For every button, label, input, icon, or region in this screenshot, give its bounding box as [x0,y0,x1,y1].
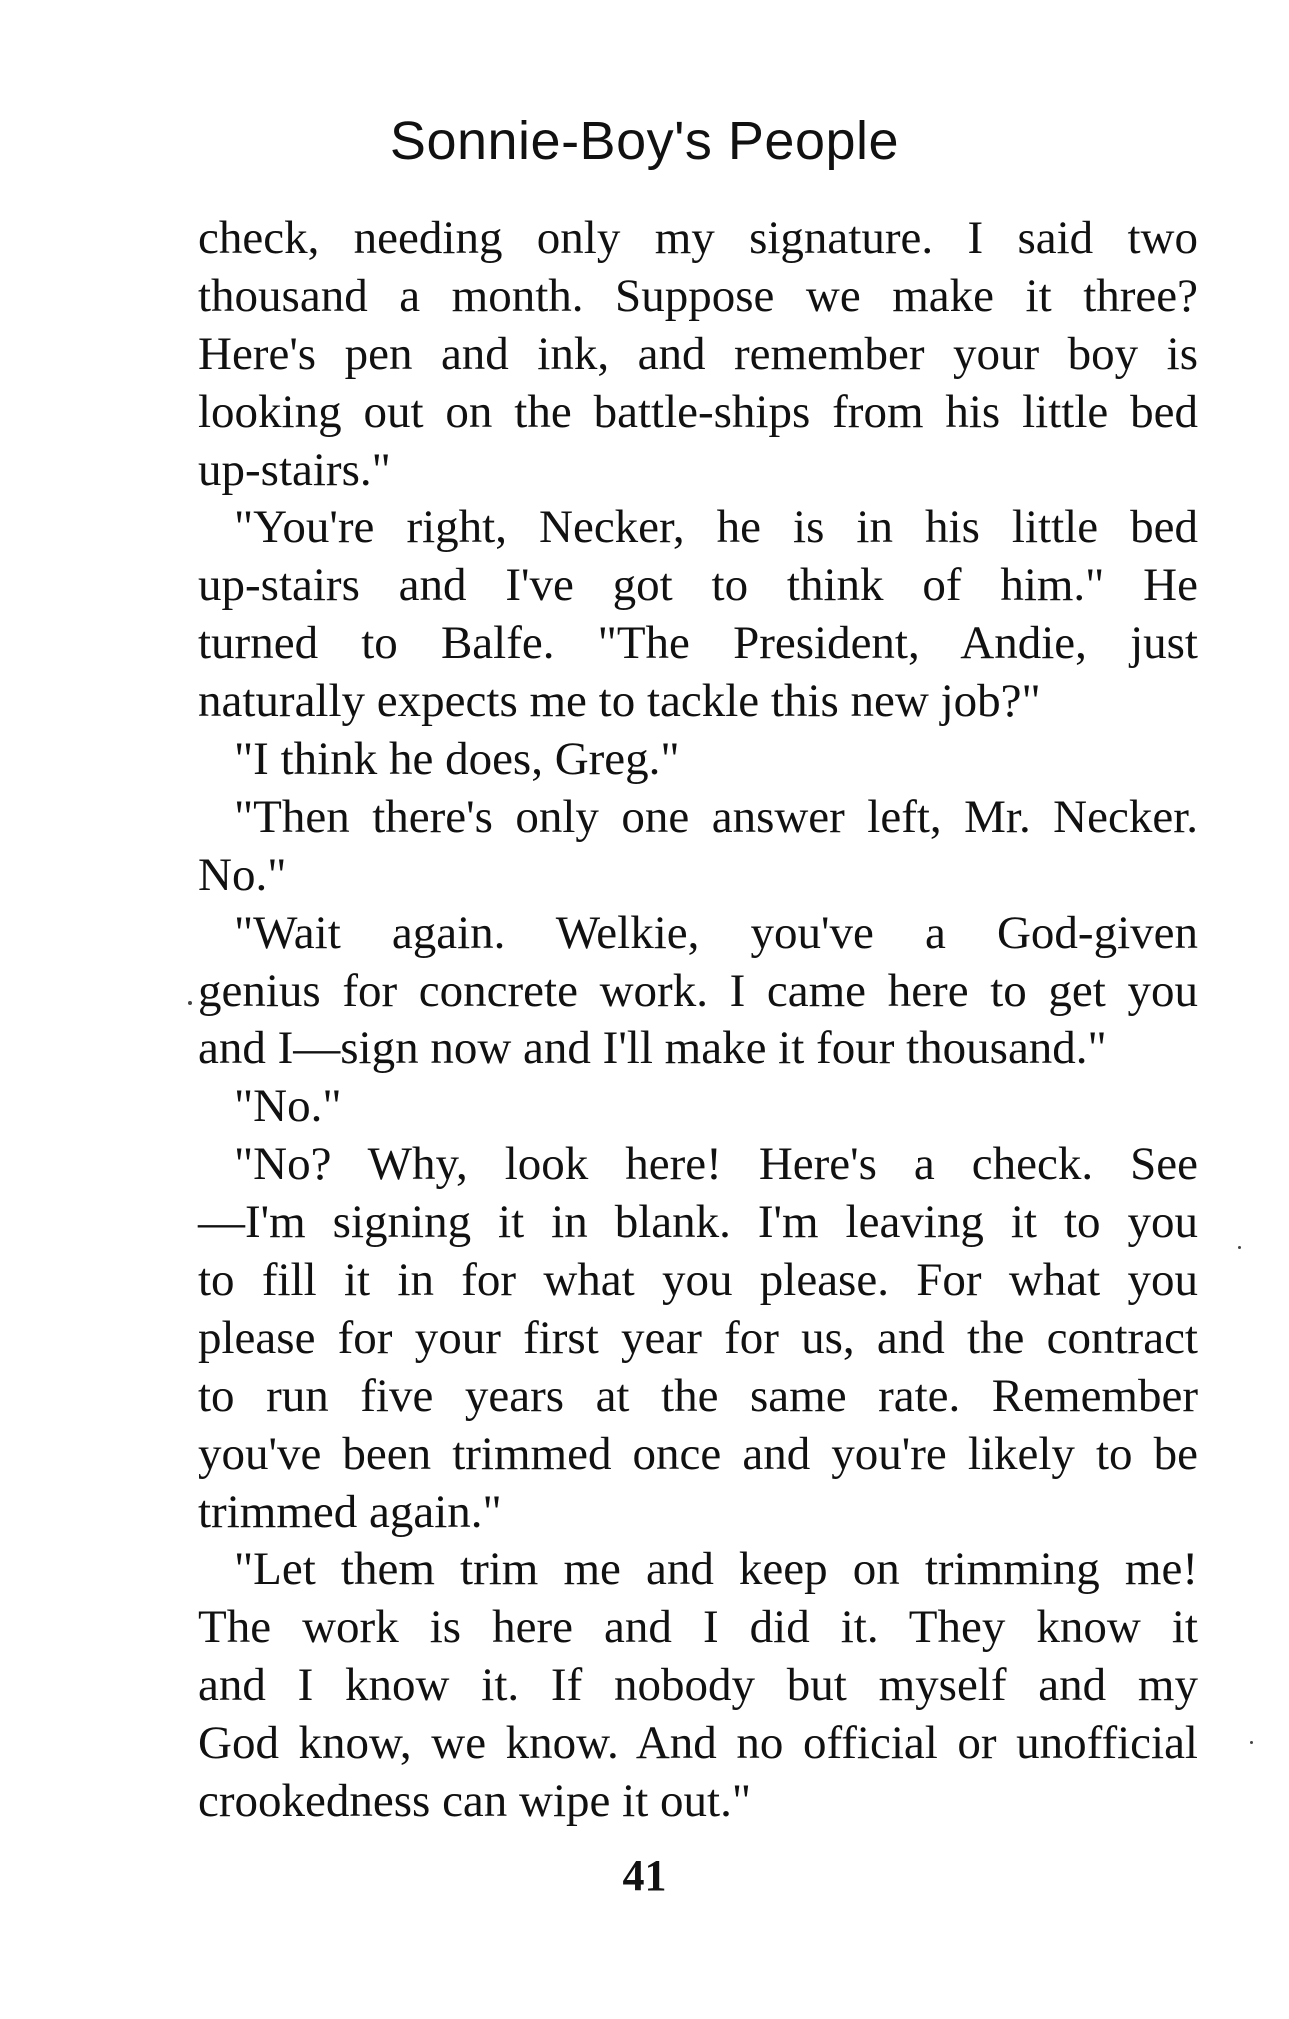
text-line: thousand a month. Suppose we make it three? [198,269,1198,322]
text-line: you've been trimmed once and you're likely to be [198,1427,1198,1480]
text-line: to run five years at the same rate. Remember [198,1369,1198,1422]
text-line: God know, we know. And no official or unofficial [198,1717,1198,1770]
text-line: "Let them trim me and keep on trimming me! [234,1543,1198,1596]
text-line: "Wait again. Welkie, you've a God-given [234,906,1198,959]
text-line: looking out on the battle-ships from his little bed [198,385,1198,438]
text-line: turned to Balfe. "The President, Andie, just [198,617,1198,670]
text-line: trimmed again." [198,1485,502,1538]
text-line: check, needing only my signature. I said two [198,212,1198,264]
running-head: Sonnie-Boy's People [389,111,900,171]
text-line: The work is here and I did it. They know it [198,1601,1198,1654]
text-line: "No." [234,1080,342,1133]
page-number: 41 [622,1851,667,1900]
text-line: "No? Why, look here! Here's a check. See [234,1138,1198,1191]
text-line: "Then there's only one answer left, Mr. Necker. [234,790,1198,843]
text-line: "You're right, Necker, he is in his little bed [234,501,1198,554]
text-line: and I know it. If nobody but myself and my [198,1659,1198,1712]
text-line: naturally expects me to tackle this new job?" [198,675,1041,728]
body-text [198,210,1198,1831]
text-line: up-stairs and I've got to think of him." He [198,559,1198,612]
text-line: and I—sign now and I'll make it four thousand." [198,1022,1107,1075]
text-line: up-stairs." [198,443,391,496]
margin-speck [188,1001,192,1005]
text-line: please for your first year for us, and the contract [198,1311,1198,1364]
text-line: —I'm signing it in blank. I'm leaving it to you [198,1196,1198,1249]
text-line: No." [198,848,287,901]
text-line: Here's pen and ink, and remember your boy is [198,327,1198,380]
text-line: crookedness can wipe it out." [198,1775,752,1828]
margin-speck [1250,1741,1253,1744]
text-line: "I think he does, Greg." [234,733,680,786]
margin-speck [1238,1246,1241,1249]
text-line: genius for concrete work. I came here to get you [198,964,1198,1017]
text-line: to fill it in for what you please. For what you [198,1254,1198,1307]
